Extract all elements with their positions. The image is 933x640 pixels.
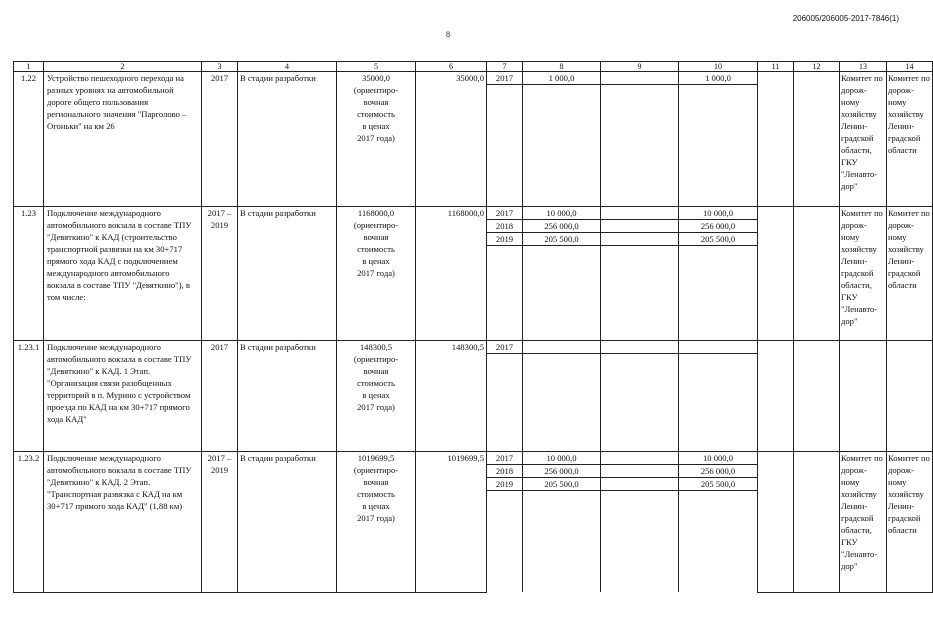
project-name: Подключение международного автомобильного вокзала в составе ТПУ "Девяткино" к КАД. 2 Этап. "Транспортная развязка с КАД на км 30+717 прямого хода КАД" (1,88 км): [44, 452, 202, 593]
funding-column-12: [794, 207, 840, 341]
project-status: В стадии разработки: [238, 341, 337, 452]
implementation-period: 2017 – 2019: [202, 207, 238, 341]
filler-cell: [523, 354, 601, 452]
filler-cell: [601, 354, 679, 452]
row-number: 1.23: [14, 207, 44, 341]
customer-organization: [840, 341, 887, 452]
funding-column-10: 205 500,0: [679, 233, 758, 246]
estimated-cost: 148300,5 (ориентиро- вочная стоимость в ценах 2017 года): [337, 341, 416, 452]
funding-column-10: 1 000,0: [679, 72, 758, 85]
column-header-10: 10: [679, 62, 758, 72]
column-header-13: 13: [840, 62, 887, 72]
funding-total: 256 000,0: [523, 220, 601, 233]
funding-total: 205 500,0: [523, 233, 601, 246]
column-number-row: [14, 62, 933, 72]
funding-total: [523, 341, 601, 354]
remaining-cost: 1168000,0: [416, 207, 487, 341]
implementation-period: 2017 – 2019: [202, 452, 238, 593]
column-header-8: 8: [523, 62, 601, 72]
funding-column-12: [794, 72, 840, 207]
remaining-cost: 35000,0: [416, 72, 487, 207]
funding-column-10: 256 000,0: [679, 465, 758, 478]
funding-year: 2017: [487, 207, 523, 220]
customer-organization: Комитет по дорож-ному хозяйству Ленин-градской области, ГКУ "Ленавто-дор": [840, 72, 887, 207]
funding-column-10: 256 000,0: [679, 220, 758, 233]
filler-cell: [523, 85, 601, 207]
row-number: 1.23.1: [14, 341, 44, 452]
funding-column-10: 10 000,0: [679, 207, 758, 220]
filler-cell: [601, 246, 679, 341]
column-header-14: 14: [887, 62, 933, 72]
page-number: 8: [446, 30, 450, 39]
column-header-1: 1: [14, 62, 44, 72]
column-header-6: 6: [416, 62, 487, 72]
filler-cell: [679, 246, 758, 341]
funding-year: 2017: [487, 72, 523, 85]
filler-cell: [487, 246, 523, 341]
column-header-5: 5: [337, 62, 416, 72]
estimated-cost: 1019699,5 (ориентиро- вочная стоимость в ценах 2017 года): [337, 452, 416, 593]
implementation-period: 2017: [202, 341, 238, 452]
funding-year: 2017: [487, 452, 523, 465]
estimated-cost: 1168000,0 (ориентиро- вочная стоимость в ценах 2017 года): [337, 207, 416, 341]
funding-year: 2019: [487, 233, 523, 246]
funding-column-9: [601, 72, 679, 85]
executor-organization: Комитет по дорож-ному хозяйству Ленин-градской области: [887, 452, 933, 593]
row-number: 1.23.2: [14, 452, 44, 593]
filler-cell: [679, 491, 758, 593]
row-number: 1.22: [14, 72, 44, 207]
funding-column-9: [601, 465, 679, 478]
executor-organization: Комитет по дорож-ному хозяйству Ленин-градской области: [887, 207, 933, 341]
funding-column-9: [601, 341, 679, 354]
funding-column-10: 205 500,0: [679, 478, 758, 491]
column-header-11: 11: [758, 62, 794, 72]
funding-year: 2018: [487, 220, 523, 233]
funding-column-9: [601, 452, 679, 465]
table-row: [14, 341, 933, 354]
funding-column-12: [794, 341, 840, 452]
executor-organization: [887, 341, 933, 452]
funding-total: 205 500,0: [523, 478, 601, 491]
implementation-period: 2017: [202, 72, 238, 207]
funding-column-11: [758, 207, 794, 341]
funding-column-9: [601, 478, 679, 491]
filler-cell: [523, 246, 601, 341]
column-header-12: 12: [794, 62, 840, 72]
project-name: Устройство пешеходного перехода на разных уровнях на автомобильной дороге общего пользования регионального значения "Парголово – Огоньки" на км 26: [44, 72, 202, 207]
column-header-2: 2: [44, 62, 202, 72]
projects-table: [13, 61, 933, 593]
funding-total: 10 000,0: [523, 452, 601, 465]
funding-column-10: [679, 341, 758, 354]
table-row: [14, 72, 933, 85]
executor-organization: Комитет по дорож-ному хозяйству Ленин-градской области: [887, 72, 933, 207]
project-name: Подключение международного автомобильного вокзала в составе ТПУ "Девяткино" к КАД. 1 Этап. "Организация связи разобщенных территорий в п. Мурино с устройством проезда по КАД на км 30+717 прямого хода КАД": [44, 341, 202, 452]
table-row: [14, 452, 933, 465]
filler-cell: [601, 491, 679, 593]
customer-organization: Комитет по дорож-ному хозяйству Ленин-градской области, ГКУ "Ленавто-дор": [840, 207, 887, 341]
document-id: 206005/206005-2017-7846(1): [792, 14, 899, 23]
column-header-3: 3: [202, 62, 238, 72]
funding-total: 256 000,0: [523, 465, 601, 478]
funding-year: 2019: [487, 478, 523, 491]
funding-column-11: [758, 72, 794, 207]
funding-year: 2018: [487, 465, 523, 478]
project-status: В стадии разработки: [238, 207, 337, 341]
table-row: [14, 207, 933, 220]
filler-cell: [487, 85, 523, 207]
funding-column-9: [601, 220, 679, 233]
project-name: Подключение международного автомобильного вокзала в составе ТПУ "Девяткино" к КАД (строительство транспортной развязки на км 30+717 прямого хода КАД с подключением международного автомобильного вокзала в составе ТПУ "Девяткино"), в том числе:: [44, 207, 202, 341]
project-status: В стадии разработки: [238, 452, 337, 593]
column-header-4: 4: [238, 62, 337, 72]
filler-cell: [679, 354, 758, 452]
filler-cell: [601, 85, 679, 207]
funding-column-9: [601, 207, 679, 220]
filler-cell: [487, 354, 523, 452]
funding-column-12: [794, 452, 840, 593]
funding-total: 10 000,0: [523, 207, 601, 220]
funding-column-11: [758, 452, 794, 593]
funding-total: 1 000,0: [523, 72, 601, 85]
funding-column-11: [758, 341, 794, 452]
filler-cell: [487, 491, 523, 593]
estimated-cost: 35000,0 (ориентиро- вочная стоимость в ценах 2017 года): [337, 72, 416, 207]
funding-year: 2017: [487, 341, 523, 354]
customer-organization: Комитет по дорож-ному хозяйству Ленин-градской области, ГКУ "Ленавто-дор": [840, 452, 887, 593]
funding-column-9: [601, 233, 679, 246]
filler-cell: [679, 85, 758, 207]
funding-column-10: 10 000,0: [679, 452, 758, 465]
remaining-cost: 148300,5: [416, 341, 487, 452]
column-header-7: 7: [487, 62, 523, 72]
remaining-cost: 1019699,5: [416, 452, 487, 593]
filler-cell: [523, 491, 601, 593]
column-header-9: 9: [601, 62, 679, 72]
project-status: В стадии разработки: [238, 72, 337, 207]
